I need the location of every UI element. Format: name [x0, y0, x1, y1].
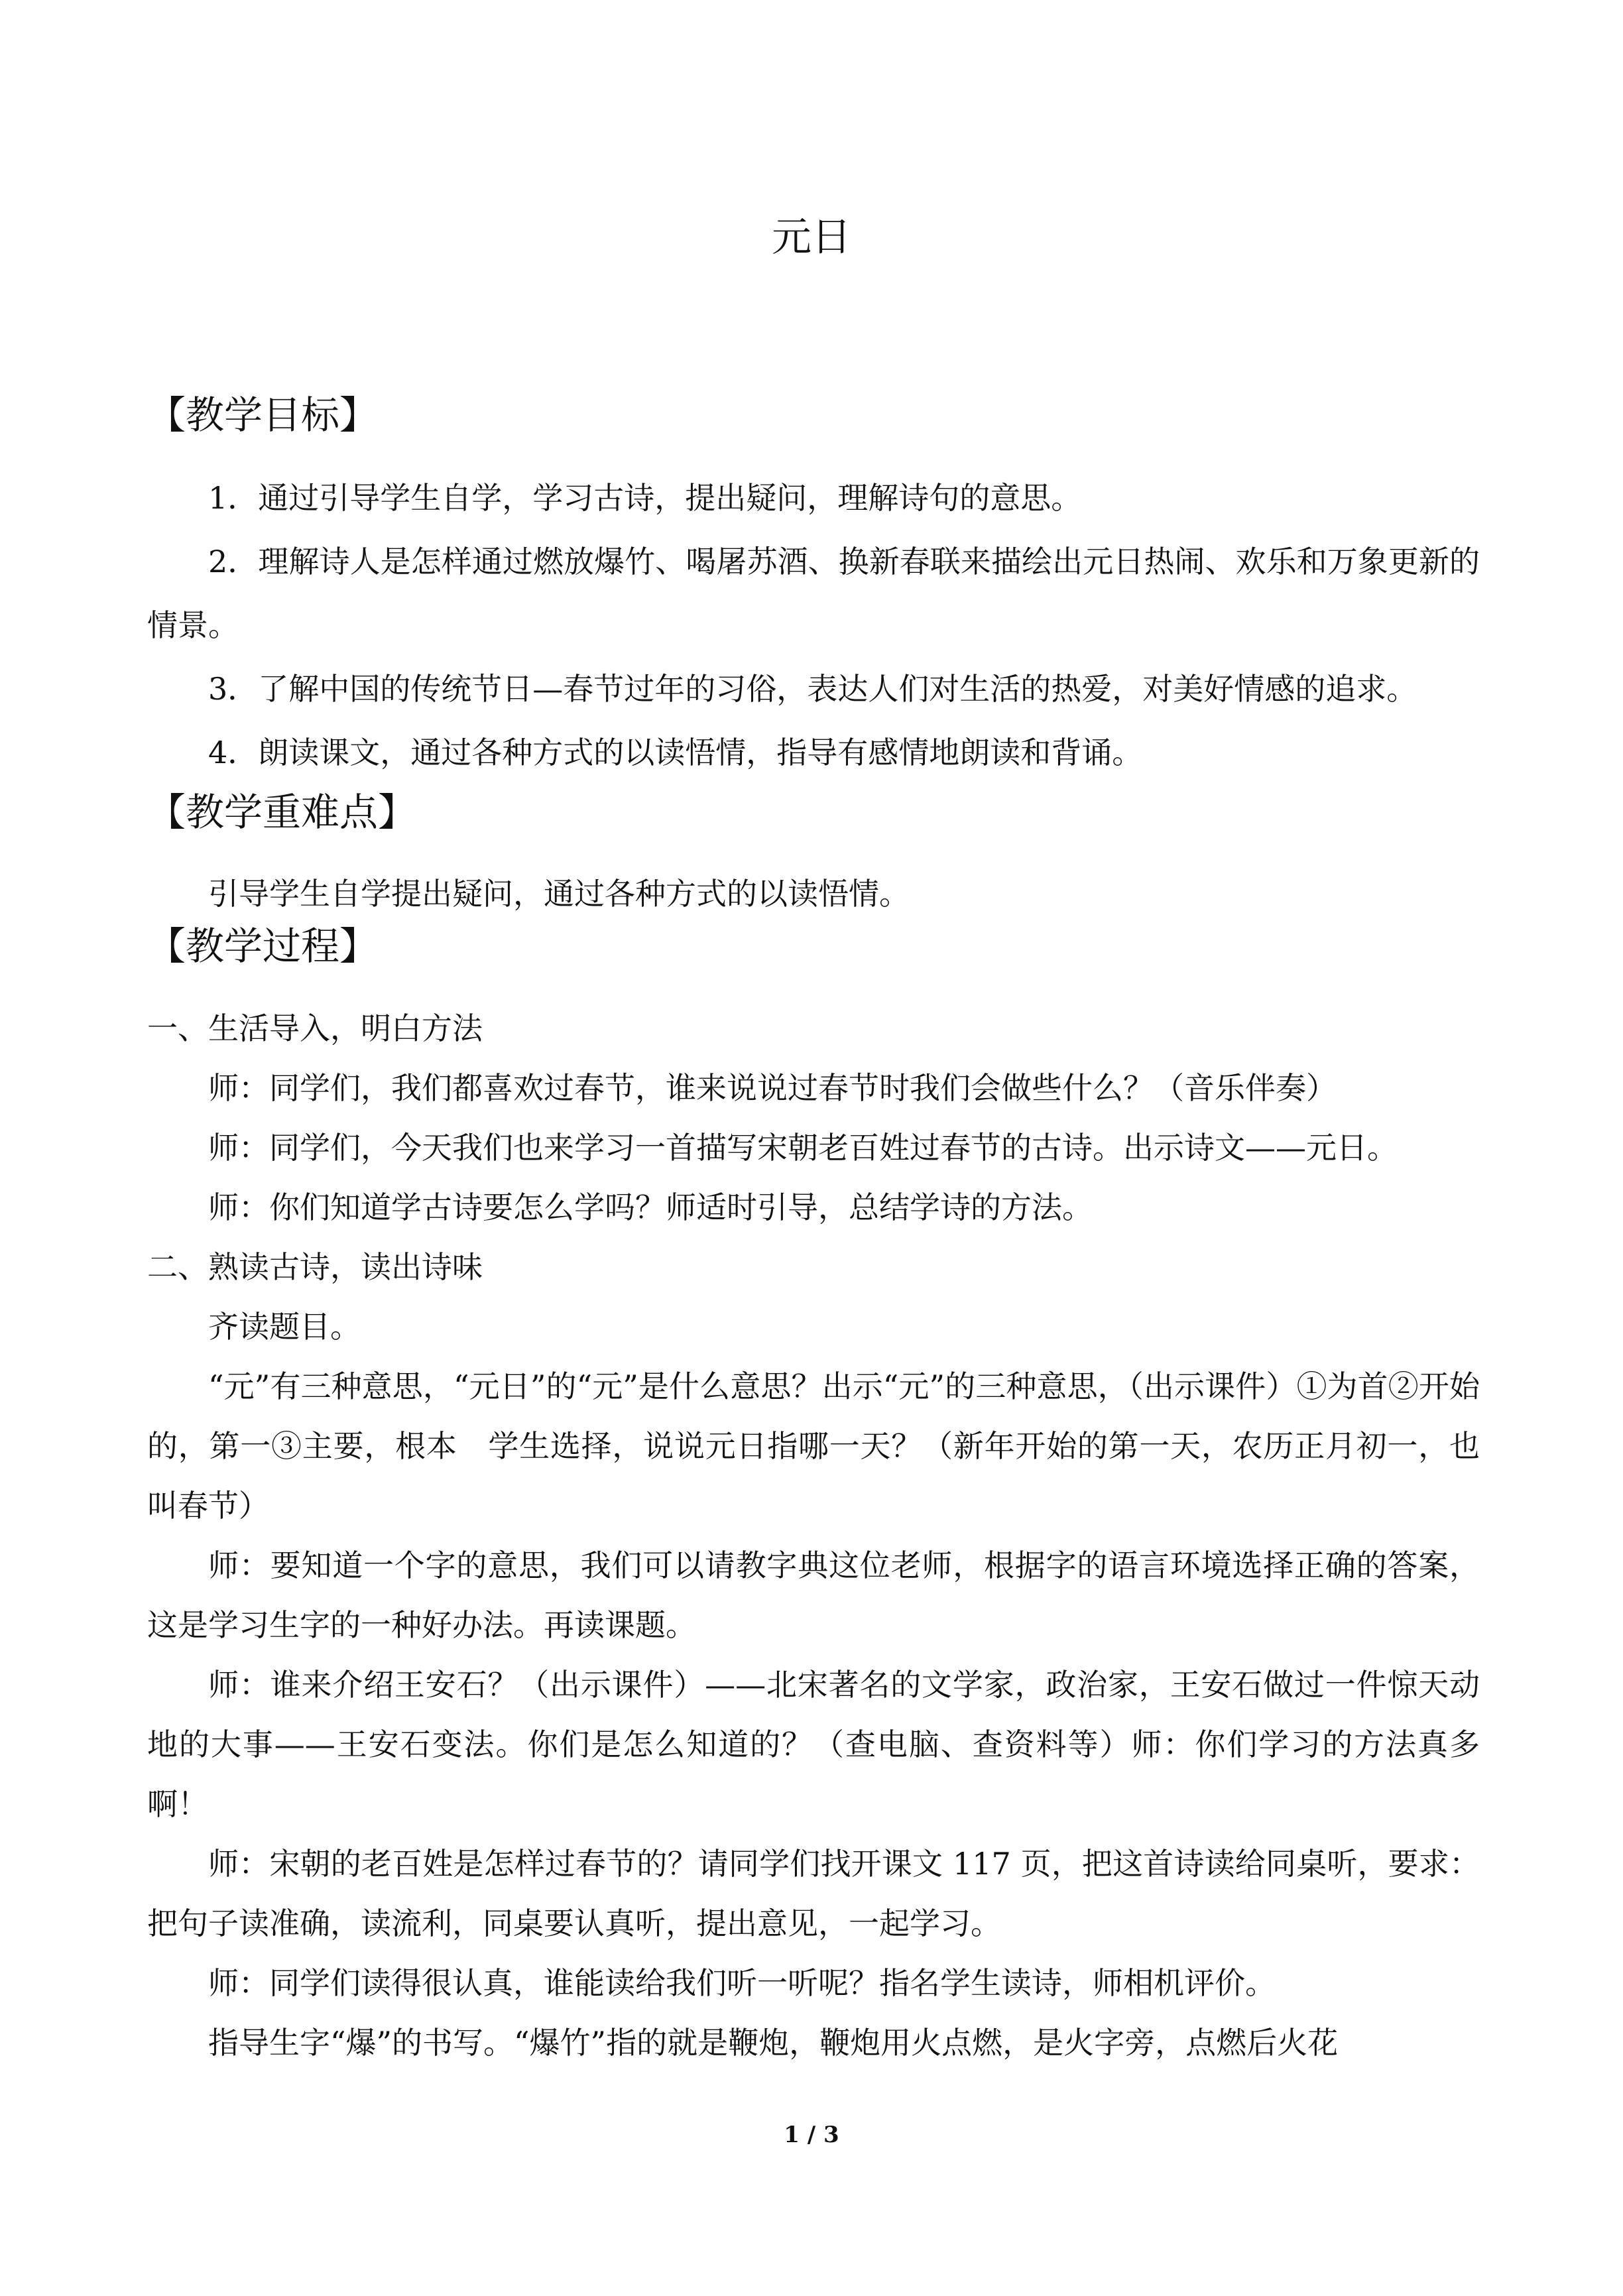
- process-part2-line-5: 师：宋朝的老百姓是怎样过春节的？请同学们找开课文 117 页，把这首诗读给同桌听，要求：把句子读准确，读流利，同桌要认真听，提出意见，一起学习。: [147, 1846, 1480, 1941]
- process-heading: 【教学过程】: [147, 924, 379, 969]
- process-part2-title: 二、熟读古诗，读出诗味: [147, 1249, 483, 1285]
- process-part2-line-3: 师：要知道一个字的意思，我们可以请教字典这位老师，根据字的语言环境选择正确的答案，这是学习生字的一种好办法。再读课题。: [147, 1547, 1480, 1643]
- goals-heading: 【教学目标】: [147, 393, 379, 438]
- goal-item-1: 1．通过引导学生自学，学习古诗，提出疑问，理解诗句的意思。: [208, 480, 1082, 516]
- process-part2-line-7: 指导生字“爆”的书写。“爆竹”指的就是鞭炮，鞭炮用火点燃，是火字旁，点燃后火花: [208, 2025, 1339, 2061]
- process-part1-title: 一、生活导入，明白方法: [147, 1010, 483, 1046]
- goal-item-2: 2．理解诗人是怎样通过燃放爆竹、喝屠苏酒、换新春联来描绘出元日热闹、欢乐和万象更新的情景。: [147, 544, 1480, 643]
- goal-item-3: 3．了解中国的传统节日—春节过年的习俗，表达人们对生活的热爱，对美好情感的追求。: [208, 671, 1417, 707]
- process-part1-line-2: 师：同学们，今天我们也来学习一首描写宋朝老百姓过春节的古诗。出示诗文——元日。: [208, 1130, 1398, 1166]
- process-part2-line-2: “元”有三种意思，“元日”的“元”是什么意思？出示“元”的三种意思，（出示课件）①为首②开始的，第一③主要，根本 学生选择，说说元日指哪一天？（新年开始的第一天，农历正月初一，也叫春节）: [147, 1368, 1480, 1524]
- process-part2-line-1: 齐读题目。: [208, 1309, 361, 1345]
- process-part2-line-6: 师：同学们读得很认真，谁能读给我们听一听呢？指名学生读诗，师相机评价。: [208, 1965, 1276, 2001]
- process-part1-line-3: 师：你们知道学古诗要怎么学吗？师适时引导，总结学诗的方法。: [208, 1189, 1093, 1225]
- process-part2-line-4: 师：谁来介绍王安石？（出示课件）——北宋著名的文学家，政治家，王安石做过一件惊天动地的大事——王安石变法。你们是怎么知道的？（查电脑、查资料等）师：你们学习的方法真多啊！: [147, 1667, 1480, 1822]
- goal-item-4: 4．朗读课文，通过各种方式的以读悟情，指导有感情地朗读和背诵。: [208, 735, 1143, 770]
- difficulty-text: 引导学生自学提出疑问，通过各种方式的以读悟情。: [208, 876, 910, 912]
- document-title: 元日: [772, 214, 851, 261]
- process-part1-line-1: 师：同学们，我们都喜欢过春节，谁来说说过春节时我们会做些什么？（音乐伴奏）: [208, 1070, 1337, 1106]
- page-number: 1 / 3: [784, 2122, 839, 2148]
- difficulty-heading: 【教学重难点】: [147, 790, 417, 835]
